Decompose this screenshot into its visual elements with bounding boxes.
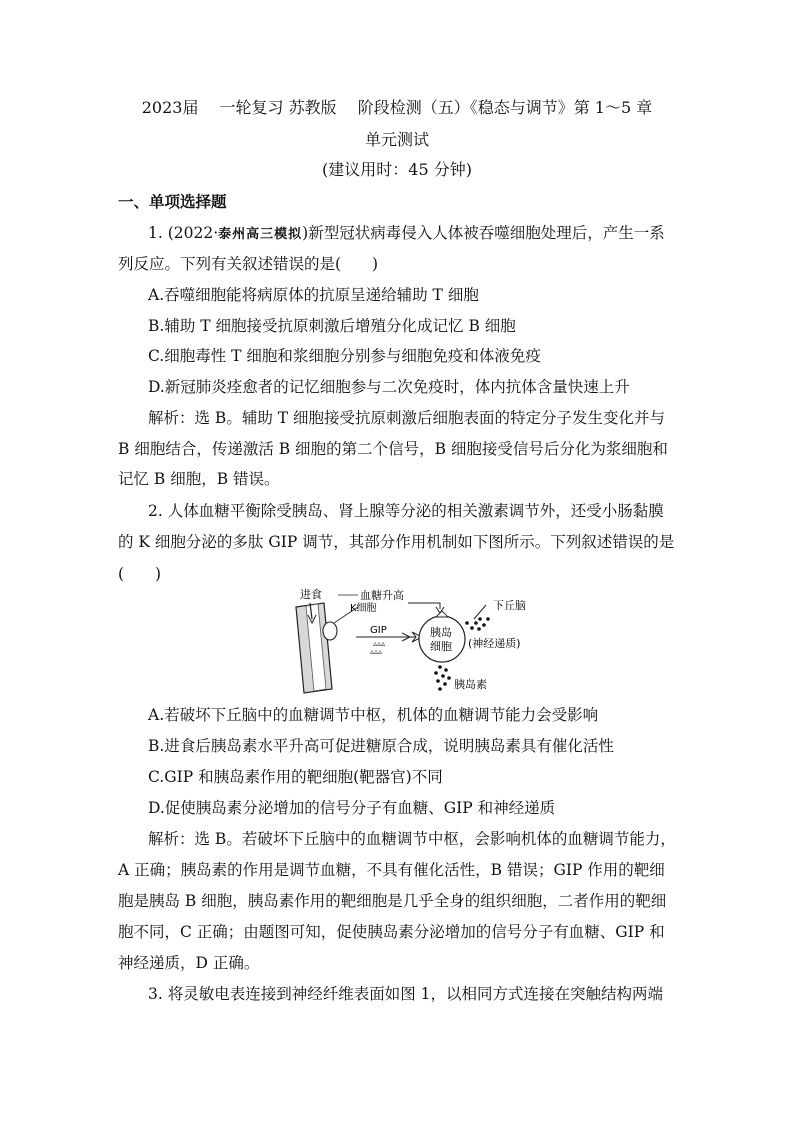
q2-stem-line2: 的 K 细胞分泌的多肽 GIP 调节，其部分作用机制如下图所示。下列叙述错误的是 <box>118 533 675 551</box>
label-neurotransmitter: (神经递质) <box>468 637 521 650</box>
label-k-cell: K细胞 <box>350 603 377 614</box>
q2-analysis-line3: 胞是胰岛 B 细胞，胰岛素作用的靶细胞是几乎全身的组织细胞，二者作用的靶细 <box>118 892 667 910</box>
gip-molecules: ▵▵▵ <box>373 639 386 648</box>
label-glucose-rise: 血糖升高 <box>360 589 404 602</box>
label-islet-1: 胰岛 <box>430 626 452 639</box>
q1-analysis-line2: B 细胞结合，传递激活 B 细胞的第二个信号，B 细胞接受信号后分化为浆细胞和 <box>118 440 668 458</box>
q1-option-c: C.细胞毒性 T 细胞和浆细胞分别参与细胞免疫和体液免疫 <box>148 347 541 365</box>
receptor-top-icon <box>436 611 448 617</box>
label-hypothalamus: 下丘脑 <box>493 599 526 612</box>
q2-option-d: D.促使胰岛素分泌增加的信号分子有血糖、GIP 和神经递质 <box>148 799 556 817</box>
q1-analysis-line3: 记忆 B 细胞，B 错误。 <box>118 470 280 488</box>
q2-stem-line3: ( ) <box>118 565 162 583</box>
label-insulin: 胰岛素 <box>454 678 487 691</box>
q2-analysis-line5: 神经递质，D 正确。 <box>118 954 260 972</box>
k-cell <box>323 622 337 640</box>
label-islet-2: 细胞 <box>430 640 452 653</box>
label-gip: GIP <box>370 625 387 636</box>
q2-option-a: A.若破坏下丘脑中的血糖调节中枢，机体的血糖调节能力会受影响 <box>148 706 599 724</box>
label-eat: 进食 <box>300 588 322 601</box>
document-subtitle: 单元测试 <box>364 130 429 149</box>
q2-analysis-line1: 解析：选 B。若破坏下丘脑中的血糖调节中枢，会影响机体的血糖调节能力， <box>148 830 676 848</box>
q2-option-c: C.GIP 和胰岛素作用的靶细胞(靶器官)不同 <box>148 768 443 786</box>
q1-analysis-line1: 解析：选 B。辅助 T 细胞接受抗原刺激后细胞表面的特定分子发生变化并与 <box>148 409 666 427</box>
q2-option-b: B.进食后胰岛素水平升高可促进糖原合成，说明胰岛素具有催化活性 <box>148 737 614 755</box>
document-title: 2023届 一轮复习 苏教版 阶段检测（五）《稳态与调节》第 1～5 章 <box>141 98 653 117</box>
q1-option-b: B.辅助 T 细胞接受抗原刺激后增殖分化成记忆 B 细胞 <box>148 317 516 335</box>
islet-cell <box>419 616 465 662</box>
q1-option-a: A.吞噬细胞能将病原体的抗原呈递给辅助 T 细胞 <box>148 286 479 304</box>
q1-stem-line1 <box>148 223 665 245</box>
q1-option-d: D.新冠肺炎痊愈者的记忆细胞参与二次免疫时，体内抗体含量快速上升 <box>148 378 630 396</box>
q1-source: 泰州高三模拟 <box>218 227 303 242</box>
q2-analysis-line2: A 正确；胰岛素的作用是调节血糖，不具有催化活性，B 错误；GIP 作用的靶细 <box>118 861 665 879</box>
q1-stem-rest: )新型冠状病毒侵入人体被吞噬细胞处理后，产生一系 <box>302 224 665 242</box>
q3-stem-line1: 3. 将灵敏电表连接到神经纤维表面如图 1，以相同方式连接在突触结构两端 <box>148 985 664 1003</box>
q1-stem-prefix: 1. (2022· <box>148 224 219 242</box>
q1-stem-line2: 列反应。下列有关叙述错误的是( ) <box>118 255 379 273</box>
section-heading: 一、单项选择题 <box>118 192 227 211</box>
time-note: (建议用时：45 分钟) <box>322 160 472 179</box>
q2-stem-line1: 2. 人体血糖平衡除受胰岛、肾上腺等分泌的相关激素调节外，还受小肠黏膜 <box>148 502 664 520</box>
glucose-regulation-figure <box>290 585 550 695</box>
gip-molecules-2: ▵▵▵ <box>370 647 383 656</box>
q2-analysis-line4: 胞不同，C 正确；由题图可知，促使胰岛素分泌增加的信号分子有血糖、GIP 和 <box>118 923 665 941</box>
